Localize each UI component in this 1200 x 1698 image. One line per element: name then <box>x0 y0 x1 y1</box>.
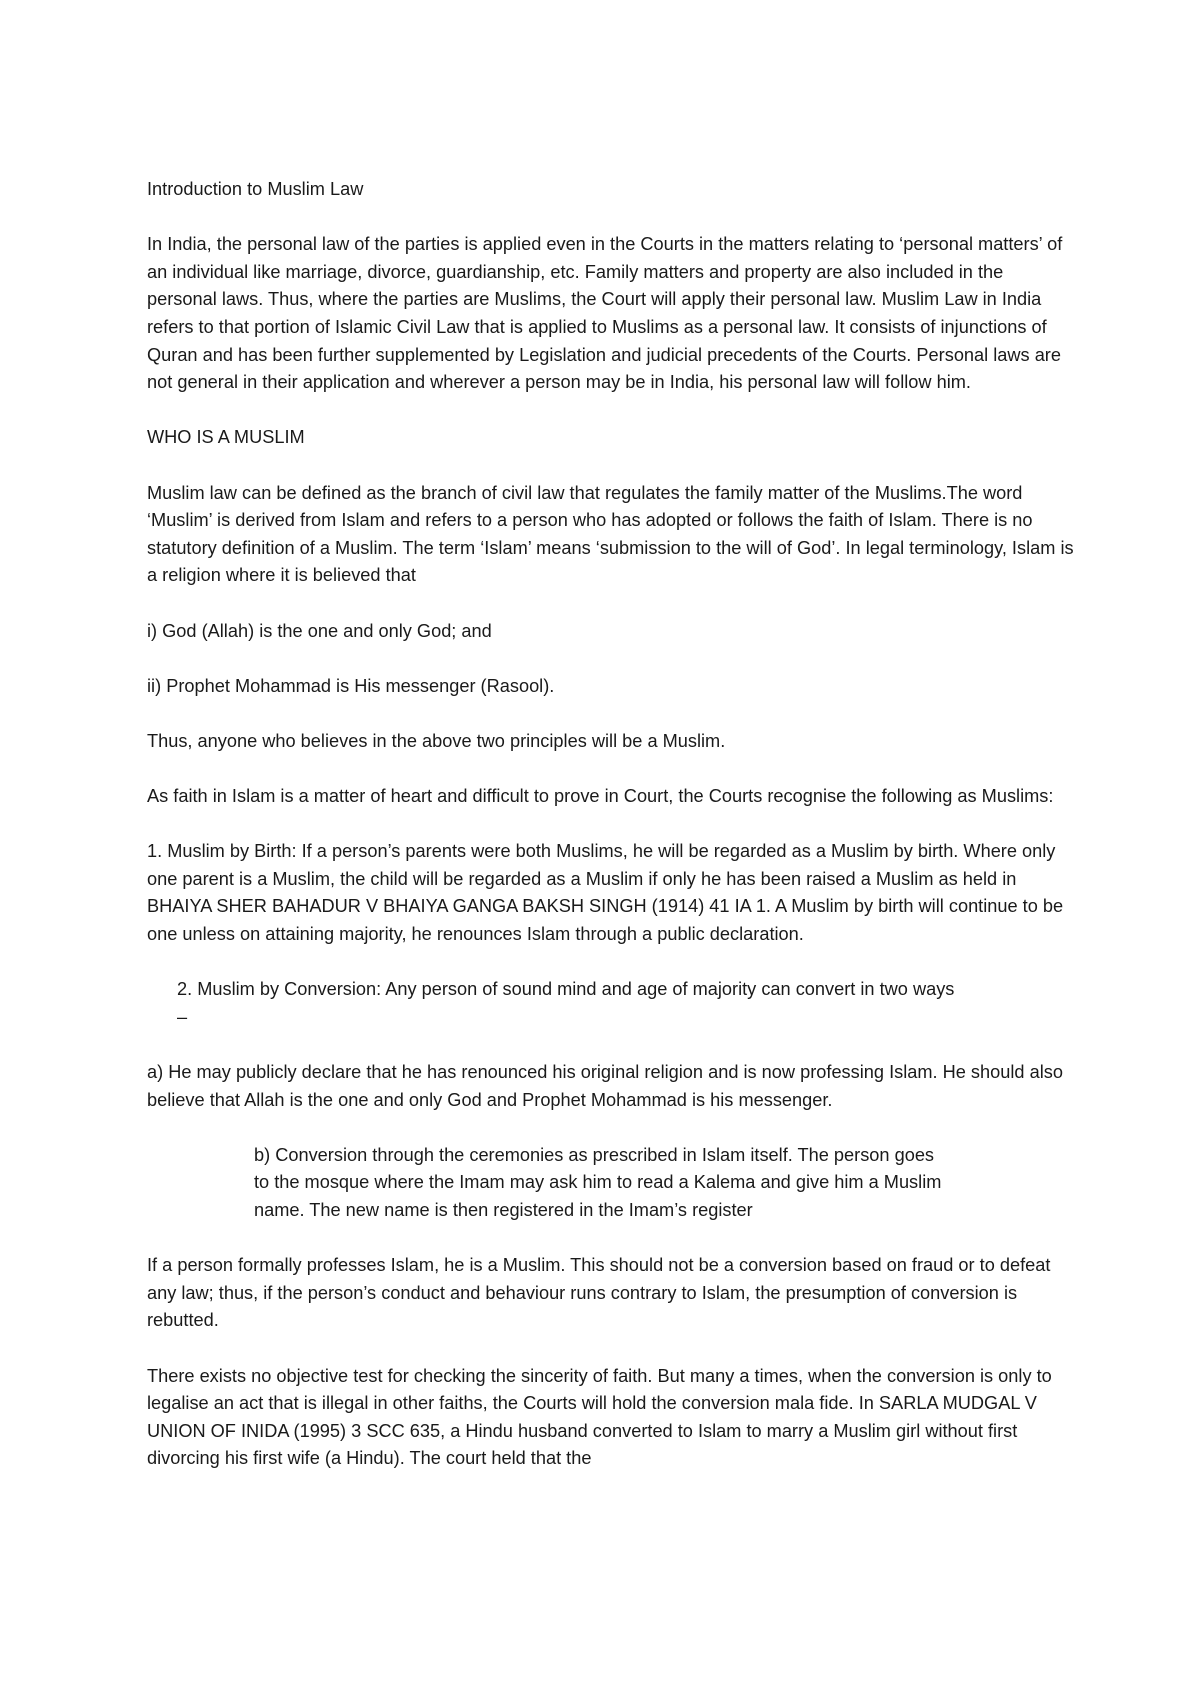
document-title: Introduction to Muslim Law <box>147 179 364 199</box>
muslim-by-conversion-dash: – <box>177 1006 188 1027</box>
intro-paragraph: In India, the personal law of the parties is applied even in the Courts in the matters relating to ‘personal matters’ of an individual like marriage, divorce, guardianship, etc. Family matters and property are also included in the personal laws. Thus, where the parties are Muslims, the Court will apply their personal law. Muslim Law in India refers to that portion of Islamic Civil Law that is applied to Muslims as a personal law. It consists of injunctions of Quran and has been further supplemented by Legislation and judicial precedents of the Courts. Personal laws are not general in their application and wherever a person may be in India, his personal law will follow him. <box>147 234 1063 393</box>
sincerity-paragraph: There exists no objective test for checking the sincerity of faith. But many a times, when the conversion is only to legalise an act that is illegal in other faiths, the Courts will hold the conversion mala fide. In SARLA MUDGAL V UNION OF INIDA (1995) 3 SCC 635, a Hindu husband converted to Islam to marry a Muslim girl without first divorcing his first wife (a Hindu). The court held that the <box>147 1365 1052 1469</box>
muslim-by-conversion-paragraph <box>147 976 1077 1031</box>
principle-one: i) God (Allah) is the one and only God; and <box>147 620 492 641</box>
faith-paragraph: As faith in Islam is a matter of heart and difficult to prove in Court, the Courts recognise the following as Muslims: <box>147 786 1054 807</box>
definition-paragraph: Muslim law can be defined as the branch of civil law that regulates the family matter of the Muslims.The word ‘Muslim’ is derived from Islam and refers to a person who has adopted or follows the faith of Islam. There is no statutory definition of a Muslim. The term ‘Islam’ means ‘submission to the will of God’. In legal terminology, Islam is a religion where it is believed that <box>147 482 1074 586</box>
principle-two: ii) Prophet Mohammad is His messenger (Rasool). <box>147 675 555 696</box>
document-body <box>147 176 1077 1501</box>
conversion-option-b: b) Conversion through the ceremonies as prescribed in Islam itself. The person goes to the mosque where the Imam may ask him to read a Kalema and give him a Muslim name. The new name is then registered in the Imam’s register <box>254 1144 942 1220</box>
thus-paragraph: Thus, anyone who believes in the above two principles will be a Muslim. <box>147 730 726 751</box>
section-heading-who-is-a-muslim: WHO IS A MUSLIM <box>147 427 305 448</box>
muslim-by-birth-paragraph: 1. Muslim by Birth: If a person’s parents were both Muslims, he will be regarded as a Muslim by birth. Where only one parent is a Muslim, the child will be regarded as a Muslim if only he has been raised a Muslim as held in BHAIYA SHER BAHADUR V BHAIYA GANGA BAKSH SINGH (1914) 41 IA 1. A Muslim by birth will continue to be one unless on attaining majority, he renounces Islam through a public declaration. <box>147 841 1064 945</box>
conversion-option-a: a) He may publicly declare that he has renounced his original religion and is now professing Islam. He should also believe that Allah is the one and only God and Prophet Mohammad is his messenger. <box>147 1062 1063 1110</box>
professes-paragraph: If a person formally professes Islam, he is a Muslim. This should not be a conversion based on fraud or to defeat any law; thus, if the person’s conduct and behaviour runs contrary to Islam, the presumption of conversion is rebutted. <box>147 1255 1051 1331</box>
muslim-by-conversion-text: 2. Muslim by Conversion: Any person of sound mind and age of majority can convert in two ways <box>177 979 955 1000</box>
